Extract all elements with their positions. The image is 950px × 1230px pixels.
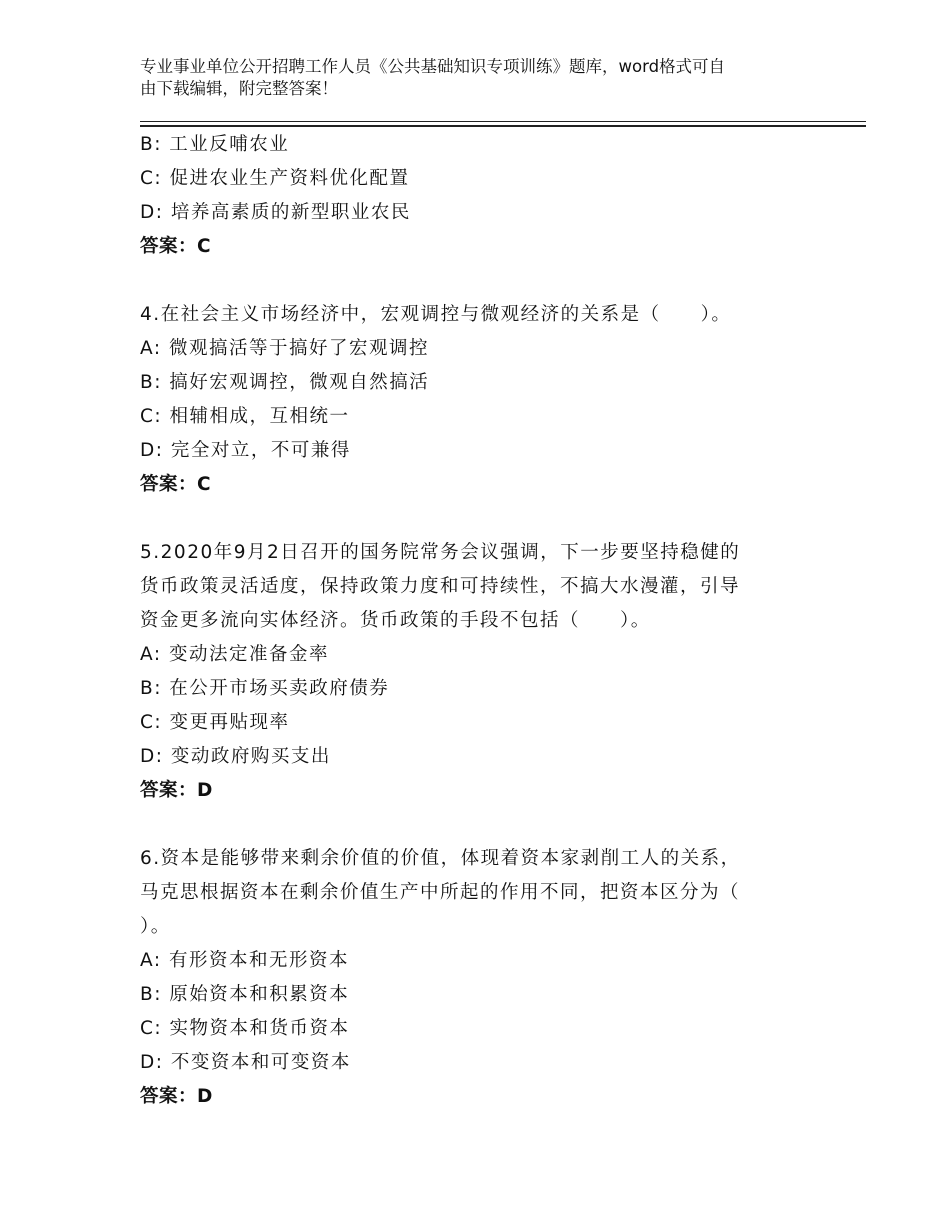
spacer bbox=[140, 808, 820, 842]
option-c: C: 实物资本和货币资本 bbox=[140, 1018, 350, 1039]
question-content bbox=[140, 128, 820, 1114]
answer: 答案：C bbox=[140, 474, 212, 495]
option-d: D: 不变资本和可变资本 bbox=[140, 1052, 351, 1073]
option-b: B: 工业反哺农业 bbox=[140, 134, 290, 155]
question-stem-line-2: 马克思根据资本在剩余价值生产中所起的作用不同，把资本区分为（ bbox=[140, 882, 741, 903]
answer: 答案：D bbox=[140, 1086, 213, 1107]
question-stem-line-3: ）。 bbox=[140, 916, 171, 937]
header-line-2: 由下载编辑，附完整答案！ bbox=[140, 79, 338, 98]
option-a: A: 微观搞活等于搞好了宏观调控 bbox=[140, 338, 429, 359]
spacer bbox=[140, 502, 820, 536]
question-4 bbox=[140, 298, 820, 502]
option-d: D: 变动政府购买支出 bbox=[140, 746, 331, 767]
answer: 答案：D bbox=[140, 780, 213, 801]
option-d: D: 培养高素质的新型职业农民 bbox=[140, 202, 411, 223]
page-header bbox=[140, 56, 810, 100]
option-d: D: 完全对立，不可兼得 bbox=[140, 440, 351, 461]
option-a: A: 有形资本和无形资本 bbox=[140, 950, 349, 971]
option-c: C: 变更再贴现率 bbox=[140, 712, 290, 733]
question-stem-line-2: 货币政策灵活适度，保持政策力度和可持续性，不搞大水漫灌，引导 bbox=[140, 576, 741, 597]
spacer bbox=[140, 264, 820, 298]
header-line-1: 专业事业单位公开招聘工作人员《公共基础知识专项训练》题库，word格式可自 bbox=[140, 57, 726, 76]
option-b: B: 原始资本和积累资本 bbox=[140, 984, 350, 1005]
question-stem-line-3: 资金更多流向实体经济。货币政策的手段不包括（ ）。 bbox=[140, 610, 651, 631]
question-3 bbox=[140, 128, 820, 264]
question-stem-line-1: 6.资本是能够带来剩余价值的价值，体现着资本家剥削工人的关系， bbox=[140, 848, 741, 869]
question-6 bbox=[140, 842, 820, 1114]
question-5 bbox=[140, 536, 820, 808]
option-b: B: 在公开市场买卖政府债券 bbox=[140, 678, 390, 699]
option-a: A: 变动法定准备金率 bbox=[140, 644, 329, 665]
answer: 答案：C bbox=[140, 236, 212, 257]
question-stem-line-1: 5.2020年9月2日召开的国务院常务会议强调，下一步要坚持稳健的 bbox=[140, 542, 741, 563]
header-divider-thin bbox=[140, 121, 866, 122]
option-b: B: 搞好宏观调控，微观自然搞活 bbox=[140, 372, 430, 393]
question-stem: 4.在社会主义市场经济中，宏观调控与微观经济的关系是（ ）。 bbox=[140, 304, 732, 325]
option-c: C: 促进农业生产资料优化配置 bbox=[140, 168, 410, 189]
option-c: C: 相辅相成，互相统一 bbox=[140, 406, 350, 427]
header-divider-thick bbox=[140, 125, 866, 127]
